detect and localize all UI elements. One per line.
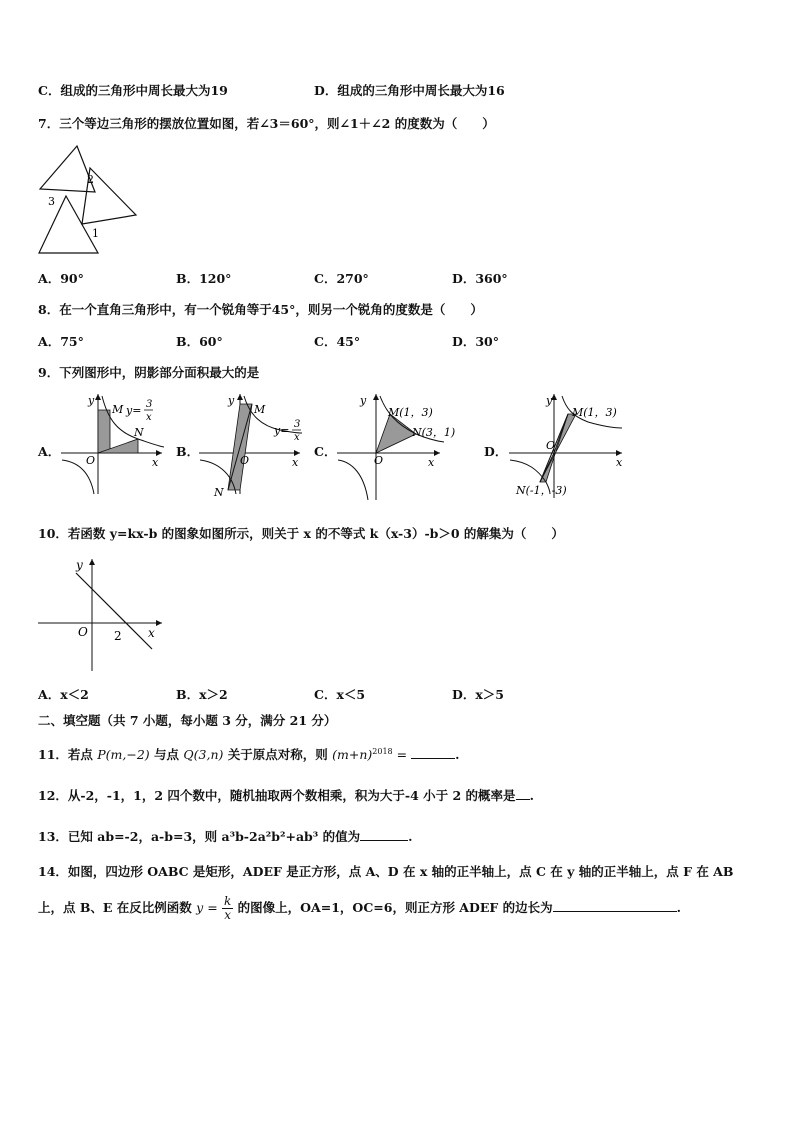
q7-angle-3-label: 3 xyxy=(48,195,55,208)
q14-function-y: y = xyxy=(196,900,218,915)
q9a-origin-label: O xyxy=(86,454,96,467)
q11-answer-blank[interactable] xyxy=(411,746,455,759)
q9-option-a: A． xyxy=(38,444,61,459)
q12-text: 12．从-2，-1，1，2 四个数中，随机抽取两个数相乘，积为大于-4 小于 2 的概率是 xyxy=(38,788,516,803)
q13-end: . xyxy=(408,829,413,844)
q6-option-d: D．组成的三角形中周长最大为16 xyxy=(314,83,505,98)
q9b-fraction-den: x xyxy=(294,432,300,443)
q10-option-a: A．x＜2 xyxy=(38,687,89,702)
q14-fraction xyxy=(222,895,233,922)
q8-option-a: A．75° xyxy=(38,334,84,349)
q11-mid: 与点 xyxy=(154,747,180,763)
q9a-fraction-num: 3 xyxy=(146,399,153,410)
q9c-origin-label: O xyxy=(374,454,384,467)
q7-option-d: D．360° xyxy=(452,271,508,286)
q9a-point-m-label: M xyxy=(112,403,124,416)
q10-stem: 10．若函数 y=kx-b 的图象如图所示，则关于 x 的不等式 k（x-3）-b＞0 的解集为（ ） xyxy=(38,526,564,541)
q11-point-q: Q(3,n) xyxy=(183,747,224,763)
q10-origin-label: O xyxy=(78,625,88,639)
q9a-x-axis-label: x xyxy=(152,456,159,469)
q14-fraction-den: x xyxy=(224,908,232,922)
q7-stem: 7．三个等边三角形的摆放位置如图，若∠3＝60°，则∠1＋∠2 的度数为（ ） xyxy=(38,116,495,131)
q9a-function-label: y= xyxy=(126,404,142,417)
q14-text-pre: 上，点 B、E 在反比例函数 xyxy=(38,900,192,915)
q10-line-graph xyxy=(36,555,166,675)
q10-x-axis-label: x xyxy=(148,626,155,640)
q11-expression: (m+n) xyxy=(332,747,373,763)
q9d-point-n-label: N(-1，-3) xyxy=(516,484,567,497)
q13-stem xyxy=(38,828,413,845)
q9-option-b: B． xyxy=(176,444,200,459)
q8-stem: 8．在一个直角三角形中，有一个锐角等于45°，则另一个锐角的度数是（ ） xyxy=(38,302,483,317)
q6-option-c: C．组成的三角形中周长最大为19 xyxy=(38,83,228,98)
q8-option-c: C．45° xyxy=(314,334,361,349)
q14-line-1: 14．如图，四边形 OABC 是矩形，ADEF 是正方形，点 A、D 在 x 轴的正半轴上，点 C 在 y 轴的正半轴上，点 F 在 AB xyxy=(38,864,734,879)
q14-text-post: 的图像上，OA=1，OC=6，则正方形 ADEF 的边长为 xyxy=(237,900,553,915)
q9c-y-axis-label: y xyxy=(360,394,367,407)
q9b-origin-label: O xyxy=(240,454,250,467)
q13-text: 13．已知 ab=-2，a-b=3，则 a³b-2a²b²+ab³ 的值为 xyxy=(38,829,361,844)
q12-end: . xyxy=(529,788,534,803)
q14-line-2 xyxy=(38,890,681,926)
q9b-point-m-label: M xyxy=(254,403,266,416)
q8-option-d: D．30° xyxy=(452,334,499,349)
q9c-x-axis-label: x xyxy=(428,456,435,469)
q8-option-b: B．60° xyxy=(176,334,223,349)
q9-option-d: D． xyxy=(484,444,508,459)
q14-answer-blank[interactable] xyxy=(553,899,677,912)
q9d-x-axis-label: x xyxy=(616,456,623,469)
q14-end: . xyxy=(676,900,681,915)
q9-figure-d xyxy=(506,390,630,502)
q7-angle-2-label: 2 xyxy=(87,173,94,186)
q11-point-p: P(m,−2) xyxy=(97,747,150,763)
q10-option-b: B．x＞2 xyxy=(176,687,228,702)
section-2-heading: 二、填空题（共 7 小题，每小题 3 分，满分 21 分） xyxy=(38,713,337,728)
q9b-fraction-num: 3 xyxy=(294,419,301,430)
q14-fraction-num: k xyxy=(224,894,232,908)
q11-equals: = xyxy=(392,747,412,763)
q10-y-axis-label: y xyxy=(76,558,83,572)
q9-figure-a xyxy=(58,390,168,498)
q9-figure-b xyxy=(196,390,306,498)
q11-exponent: 2018 xyxy=(372,747,393,756)
q7-option-b: B．120° xyxy=(176,271,232,286)
q7-angle-1-label: 1 xyxy=(92,227,99,240)
q9b-y-axis-label: y xyxy=(228,394,235,407)
q11-pre: 11．若点 xyxy=(38,747,93,763)
q9d-point-m-label: M(1，3) xyxy=(572,406,617,419)
q9a-point-n-label: N xyxy=(134,426,144,439)
q11-stem: 11．若点 P(m,−2) 与点 Q(3,n) 关于原点对称，则 $(m+n)^{2018}$ = . xyxy=(38,747,460,763)
q9d-y-axis-label: y xyxy=(546,394,553,407)
q9a-fraction-den: x xyxy=(146,412,152,423)
q9c-point-m-label: M(1，3) xyxy=(388,406,433,419)
q10-option-d: D．x＞5 xyxy=(452,687,504,702)
q9-option-c: C． xyxy=(314,444,337,459)
q9c-point-n-label: N(3，1) xyxy=(412,426,456,439)
q10-intercept-label: 2 xyxy=(114,629,122,643)
q9-figure-c xyxy=(334,390,458,502)
q11-post: 关于原点对称，则 xyxy=(227,747,328,763)
q9-stem: 9．下列图形中，阴影部分面积最大的是 xyxy=(38,365,260,380)
q10-option-c: C．x＜5 xyxy=(314,687,366,702)
q9b-function-label: y= xyxy=(274,424,290,437)
q9b-x-axis-label: x xyxy=(292,456,299,469)
q12-answer-blank[interactable] xyxy=(516,787,530,800)
q13-answer-blank[interactable] xyxy=(360,828,408,841)
q7-option-a: A．90° xyxy=(38,271,84,286)
q9a-y-axis-label: y xyxy=(88,394,95,407)
q7-triangles-figure xyxy=(36,142,140,257)
q9b-point-n-label: N xyxy=(214,486,224,498)
q12-stem xyxy=(38,787,534,804)
q7-option-c: C．270° xyxy=(314,271,369,286)
q9d-origin-label: O xyxy=(546,439,556,452)
